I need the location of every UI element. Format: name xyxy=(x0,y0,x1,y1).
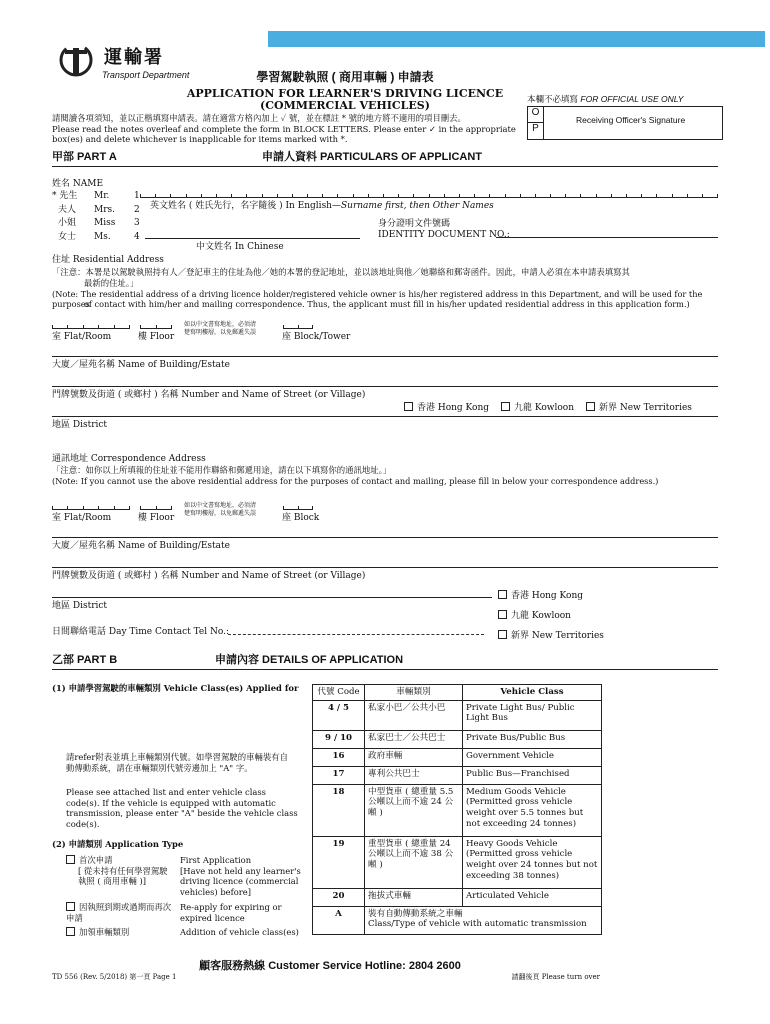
vehicle-class-table xyxy=(312,684,602,935)
correspondence-note-en: (Note: If you cannot use the above residential address for the purposes of contact and mailing, please fill in below your correspondence address.) xyxy=(52,476,659,486)
official-use-box xyxy=(527,106,723,140)
res-district-options[interactable]: 香港 Hong Kong 九龍 Kowloon 新界 New Territories xyxy=(404,402,692,414)
type-reapply-en: Re-apply for expiring or expired licence xyxy=(180,902,282,923)
name-label: 姓名 NAME xyxy=(52,179,104,189)
part-a-divider xyxy=(52,166,718,167)
col-cn: 車輛類別 xyxy=(365,685,463,701)
corr-block-label: 座 Block xyxy=(282,513,320,523)
dept-name-cn: 運輸署 xyxy=(104,47,164,67)
customer-hotline: 顧客服務熱線 Customer Service Hotline: 2804 2600 xyxy=(199,960,461,972)
table-row: 19 重型貨車 ( 總重量 24 公噸以上而不逾 38 公噸 ) Heavy Goods Vehicle (Permitted gross vehicle weight over 24 tonnes but not exceeding 38 tonnes) xyxy=(313,836,602,888)
corr-flat-field[interactable] xyxy=(52,500,130,510)
corr-flat-label: 室 Flat/Room xyxy=(52,513,112,523)
title-cn: 學習駕駛執照 ( 商用車輛 ) 申請表 xyxy=(256,70,434,84)
res-floor-label: 樓 Floor xyxy=(138,332,175,342)
res-flat-field[interactable] xyxy=(52,319,130,329)
res-building-label: 大廈／屋苑名稱 Name of Building/Estate xyxy=(52,360,230,370)
corr-block-field[interactable] xyxy=(283,500,313,510)
corr-street-label: 門牌號數及街道 ( 或鄉村 ) 名稱 Number and Name of Street (or Village) xyxy=(52,571,366,581)
res-district-field[interactable] xyxy=(52,416,718,417)
col-code: 代號 Code xyxy=(313,685,365,701)
type-reapply[interactable]: 因執照到期或過期而再次申請 xyxy=(66,902,172,923)
table-row: 18 中型貨車 ( 總重量 5.5 公噸以上而不逾 24 公噸 ) Medium Goods Vehicle (Permitted gross vehicle weight over 5.5 tonnes but not exceeding 24 tonnes) xyxy=(313,784,602,836)
res-building-field[interactable] xyxy=(52,356,718,357)
office-o: O xyxy=(528,107,544,123)
res-flat-label: 室 Flat/Room xyxy=(52,332,112,342)
correspondence-title: 通訊地址 Correspondence Address xyxy=(52,454,206,464)
correspondence-note-cn: 「注意：如你以上所填報的住址並不能用作聯絡和郵遞用途，請在以下填寫你的通訊地址。」 xyxy=(52,465,392,475)
table-row: 4 / 5 私家小巴／公共小巴 Private Light Bus/ Public Light Bus xyxy=(313,700,602,730)
type-first-en: First Application [Have not held any learner's driving licence (commercial vehicles) before] xyxy=(180,855,301,897)
tel-field[interactable] xyxy=(228,634,484,635)
id-label-en: IDENTITY DOCUMENT NO.: xyxy=(378,230,510,240)
col-en: Vehicle Class xyxy=(463,685,602,701)
residential-note-en: (Note: The residential address of a driving licence holder/registered vehicle owner is his/her registered address in this Department, and will be used for the purposes xyxy=(52,289,703,310)
auto-row-desc: 裝有自動傳動系統之車輛 Class/Type of vehicle with automatic transmission xyxy=(365,906,602,934)
table-row: 9 / 10 私家巴士／公共巴士 Private Bus/Public Bus xyxy=(313,730,602,748)
table-row: 17 專利公共巴士 Public Bus—Franchised xyxy=(313,766,602,784)
corr-district-label: 地區 District xyxy=(52,601,108,611)
id-label-cn: 身分證明文件號碼 xyxy=(378,219,451,229)
title-options[interactable]: * 先生 Mr. 1 夫人 Mrs. 2 小姐 Miss 3 女士 Ms. 4 xyxy=(52,191,140,242)
english-name-label: 英文姓名 ( 姓氏先行，名字隨後 ) In English—Surname first, then Other Names xyxy=(150,201,494,211)
residential-note-cn: 「注意：本署是以駕駛執照持有人／登記車主的住址為他／她的本署的登記地址，並以該地址與他／她聯絡和郵寄函件。因此，申請人必須在本申請表填寫其 xyxy=(52,267,630,277)
intro-en: Please read the notes overleaf and complete the form in BLOCK LETTERS. Please enter ✓ in the appropriate xyxy=(52,124,516,134)
corr-district-field[interactable] xyxy=(52,597,492,598)
corr-district-options[interactable]: 香港 Hong Kong 九龍 Kowloon 新界 New Territories xyxy=(498,586,604,646)
part-a-title: 申請人資料 PARTICULARS OF APPLICANT xyxy=(262,151,482,163)
table-row: 20 拖拔式車輛 Articulated Vehicle xyxy=(313,888,602,906)
office-p: P xyxy=(528,123,544,139)
residential-note-cn-2: 最新的住址。」 xyxy=(84,278,139,288)
res-district-label: 地區 District xyxy=(52,420,108,430)
english-name-field[interactable] xyxy=(140,188,718,198)
part-b-label: 乙部 PART B xyxy=(52,654,118,666)
official-use-label: 本欄不必填寫 FOR OFFICIAL USE ONLY xyxy=(527,94,684,104)
res-floor-field[interactable] xyxy=(140,319,172,329)
vehicle-class-instruction-en: Please see attached list and enter vehicle class code(s). If the vehicle is equipped with automatic transmission, please enter "A" beside the vehicle class code(s). xyxy=(66,787,298,829)
part-a-label: 甲部 PART A xyxy=(52,151,117,163)
intro-en-2: box(es) and delete whichever is inapplicable for items marked with *. xyxy=(52,134,348,144)
res-block-field[interactable] xyxy=(283,319,313,329)
office-signature: Receiving Officer's Signature xyxy=(576,115,686,125)
res-chinese-hint: 如以中文書寫地址，必須清 楚寫明樓層，以免郵遞失誤 xyxy=(184,321,257,336)
res-street-field[interactable] xyxy=(52,386,718,387)
table-row: 16 政府車輛 Government Vehicle xyxy=(313,748,602,766)
title-en-2: (COMMERCIAL VEHICLES) xyxy=(260,99,430,112)
intro-cn: 請閱讀各項須知，並以正楷填寫申請表。請在適當方格內加上 ✓ 號，並在標註 * 號的地方將不適用的項目刪去。 xyxy=(52,113,466,123)
transport-department-logo-icon xyxy=(52,40,102,84)
application-type-question: (2) 申請類別 Application Type xyxy=(52,839,184,849)
vehicle-class-question: (1) 申請學習駕駛的車輛類別 Vehicle Class(es) Applied for xyxy=(52,683,299,693)
corr-building-field[interactable] xyxy=(52,537,718,538)
form-number: TD 556 (Rev. 5/2018) 第一頁 Page 1 xyxy=(52,973,177,981)
tel-label: 日間聯絡電話 Day Time Contact Tel No.: xyxy=(52,627,229,637)
title-en: APPLICATION FOR LEARNER'S DRIVING LICENCE xyxy=(186,87,504,100)
header-color-bar xyxy=(268,31,765,47)
type-addition-en: Addition of vehicle class(es) xyxy=(180,927,299,937)
corr-street-field[interactable] xyxy=(52,567,718,568)
chinese-name-field[interactable] xyxy=(145,238,360,239)
turn-over: 請翻後頁 Please turn over xyxy=(511,973,600,981)
type-addition[interactable]: 加領車輛類別 xyxy=(66,927,172,938)
dept-name-en: Transport Department xyxy=(102,70,190,80)
part-b-divider xyxy=(52,669,718,670)
corr-floor-field[interactable] xyxy=(140,500,172,510)
table-row: A 裝有自動傳動系統之車輛 Class/Type of vehicle with automatic transmission xyxy=(313,906,602,934)
part-b-title: 申請內容 DETAILS OF APPLICATION xyxy=(215,654,404,666)
corr-chinese-hint: 如以中文書寫地址，必須清 楚寫明樓層，以免郵遞失誤 xyxy=(184,502,257,517)
res-block-label: 座 Block/Tower xyxy=(282,332,351,342)
residential-title: 住址 Residential Address xyxy=(52,255,164,265)
id-number-field[interactable] xyxy=(496,237,718,238)
vehicle-class-instruction-cn: 請refer附表並填上車輛類別代號。如學習駕駛的車輛裝有自動傳動系統，請在車輛類別代號旁邊加上 "A" 字。 xyxy=(66,752,289,773)
chinese-name-label: 中文姓名 In Chinese xyxy=(196,242,284,252)
res-street-label: 門牌號數及街道 ( 或鄉村 ) 名稱 Number and Name of Street (or Village) xyxy=(52,390,366,400)
corr-building-label: 大廈／屋苑名稱 Name of Building/Estate xyxy=(52,541,230,551)
corr-floor-label: 樓 Floor xyxy=(138,513,175,523)
type-first[interactable]: 首次申請 [ 從未持有任何學習駕駛執照 ( 商用車輛 )] xyxy=(66,855,172,887)
residential-note-en-2: of contact with him/her and mailing correspondence. Thus, the applicant must fill in his/her updated residential address in this application form.) xyxy=(84,299,690,309)
